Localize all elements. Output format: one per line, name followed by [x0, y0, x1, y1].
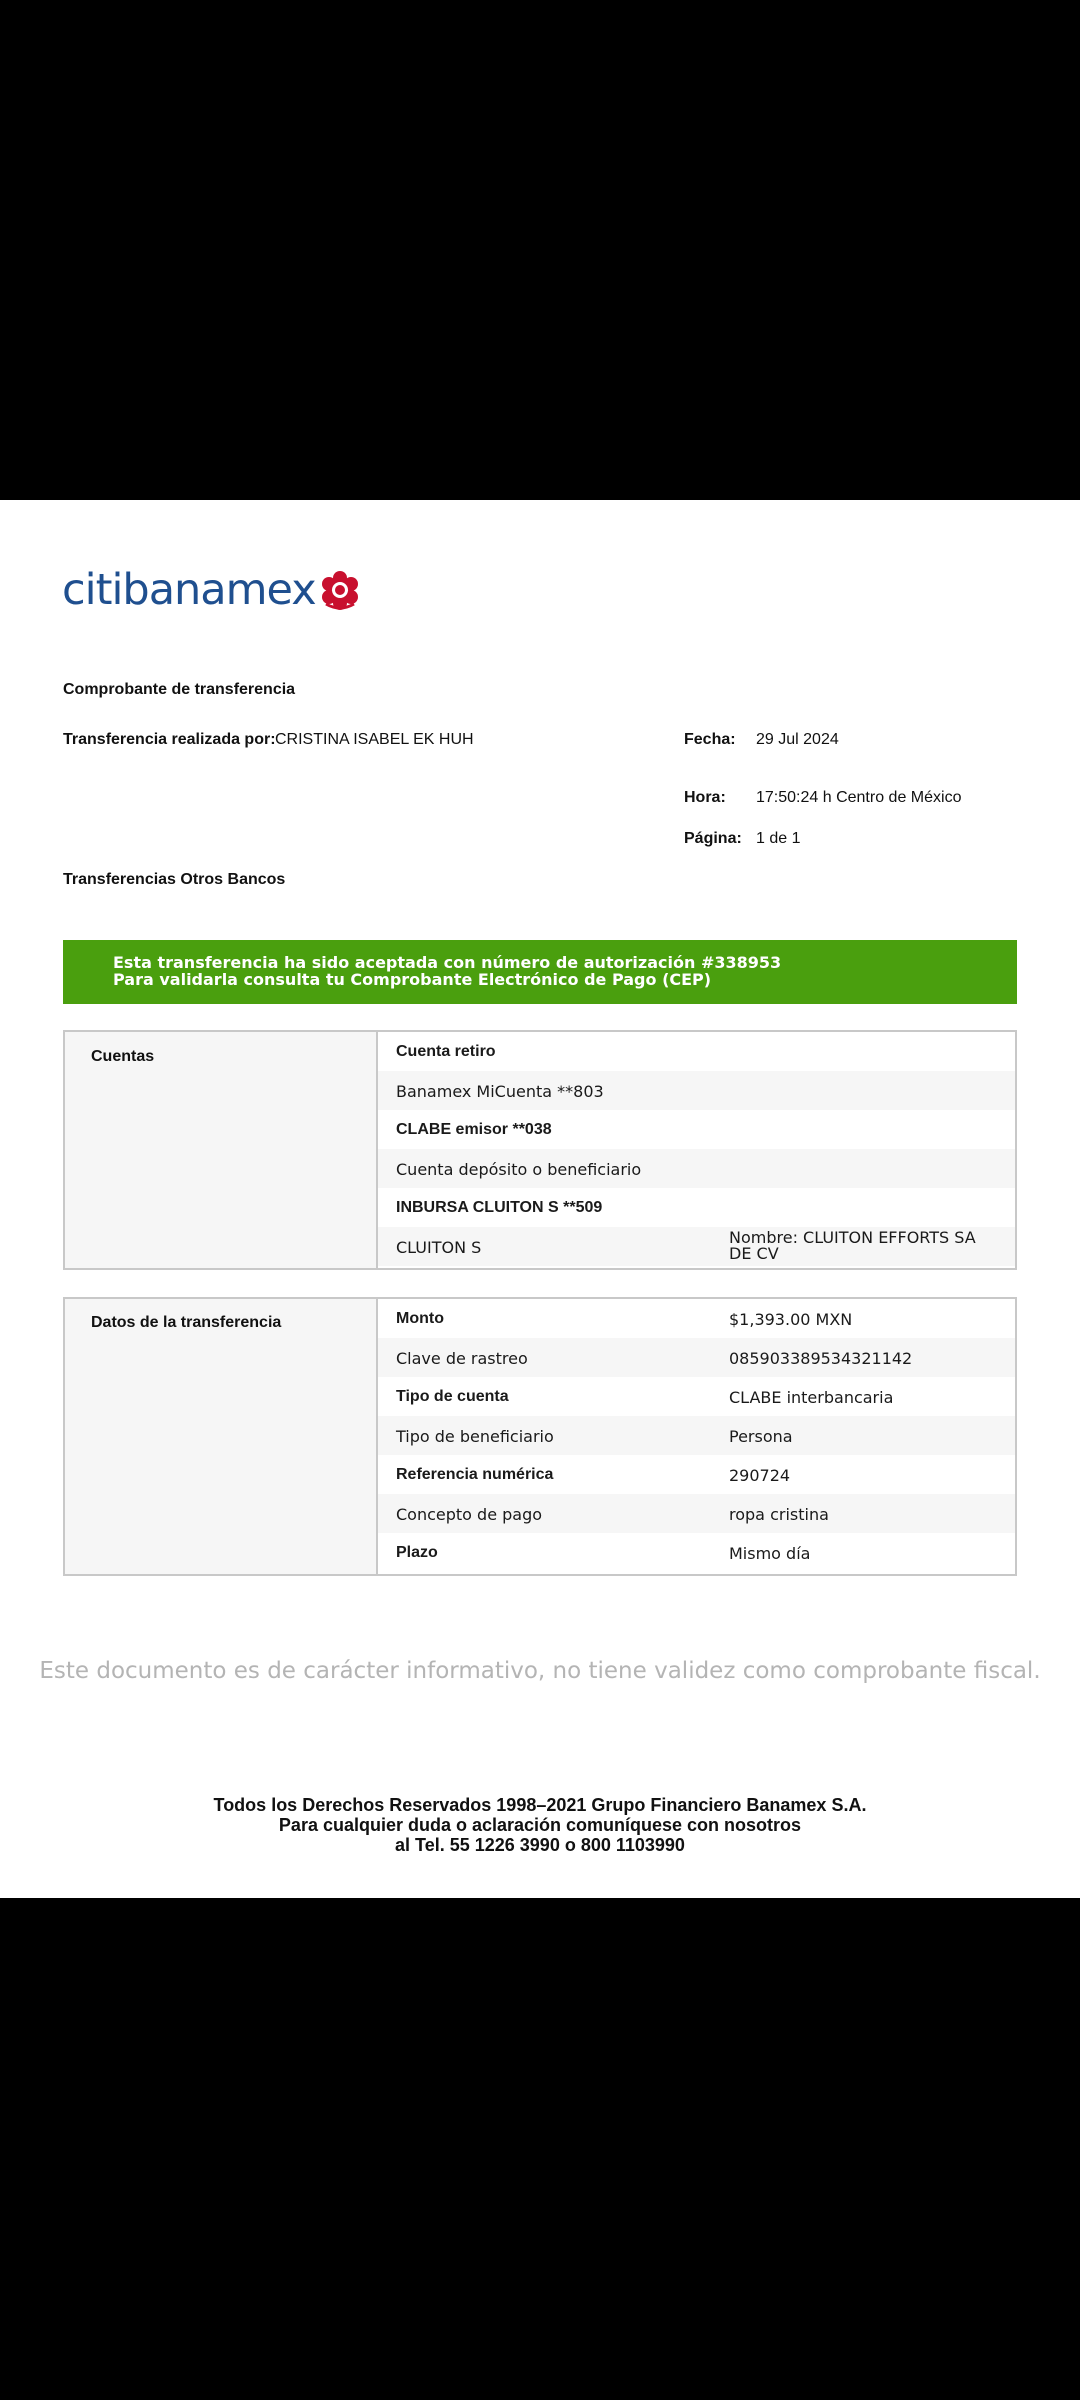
cell-value: Mismo día: [729, 1544, 811, 1563]
footer-line-1: Todos los Derechos Reservados 1998–2021 Grupo Financiero Banamex S.A.: [213, 1795, 867, 1815]
footer: [0, 1795, 1080, 1855]
datos-title: Datos de la transferencia: [91, 1314, 282, 1331]
made-by-value: CRISTINA ISABEL EK HUH: [275, 731, 474, 748]
cell-label: Concepto de pago: [396, 1505, 543, 1524]
table-row: [378, 1299, 1015, 1338]
citibanamex-logo: [62, 560, 360, 620]
cell-value: ropa cristina: [729, 1505, 829, 1524]
cell-label: CLUITON S: [396, 1238, 482, 1257]
table-row: [378, 1533, 1015, 1572]
cuentas-box: [63, 1030, 1017, 1270]
cell-label: Tipo de beneficiario: [396, 1427, 554, 1446]
table-row: [378, 1227, 1015, 1266]
cell-label: Clave de rastreo: [396, 1349, 528, 1368]
table-row: [378, 1494, 1015, 1533]
banamex-flower-icon: [320, 570, 360, 610]
table-row: [378, 1455, 1015, 1494]
transfer-receipt: [0, 500, 1080, 1898]
cell-label: CLABE emisor **038: [396, 1121, 552, 1138]
cuentas-title: Cuentas: [91, 1048, 155, 1065]
cell-label: Cuenta retiro: [396, 1043, 496, 1060]
section-title: Transferencias Otros Bancos: [63, 871, 286, 888]
table-row: [378, 1149, 1015, 1188]
hora-value: 17:50:24 h Centro de México: [756, 789, 962, 806]
made-by-label: Transferencia realizada por:: [63, 731, 276, 748]
logo-text-citi: citi: [62, 565, 123, 615]
cuentas-rows: [378, 1032, 1015, 1266]
cell-label: INBURSA CLUITON S **509: [396, 1199, 603, 1216]
table-row: [378, 1338, 1015, 1377]
cell-label: Banamex MiCuenta **803: [396, 1082, 604, 1101]
cell-label: Plazo: [396, 1544, 438, 1561]
table-row: [378, 1071, 1015, 1110]
banner-line-2: Para validarla consulta tu Comprobante Electrónico de Pago (CEP): [113, 970, 712, 989]
cell-label: Referencia numérica: [396, 1466, 554, 1483]
table-row: [378, 1416, 1015, 1455]
table-row: [378, 1377, 1015, 1416]
datos-box: [63, 1297, 1017, 1576]
cell-label: Cuenta depósito o beneficiario: [396, 1160, 642, 1179]
fecha-label: Fecha:: [684, 731, 736, 748]
cell-label: Tipo de cuenta: [396, 1388, 509, 1405]
fecha-value: 29 Jul 2024: [756, 731, 839, 748]
hora-label: Hora:: [684, 789, 726, 806]
table-row: [378, 1110, 1015, 1149]
cell-value: 290724: [729, 1466, 791, 1485]
table-row: [378, 1188, 1015, 1227]
footer-line-2: Para cualquier duda o aclaración comuníquese con nosotros: [278, 1815, 802, 1835]
cell-value: Persona: [729, 1427, 793, 1446]
cell-value: Nombre: CLUITON EFFORTS SA DE CV: [729, 1228, 976, 1263]
pagina-label: Página:: [684, 830, 742, 847]
cell-value: 085903389534321142: [729, 1349, 913, 1368]
table-row: [378, 1032, 1015, 1071]
fiscal-disclaimer: Este documento es de carácter informativo, no tiene validez como comprobante fiscal.: [39, 1658, 1041, 1684]
document-title: Comprobante de transferencia: [63, 681, 296, 698]
pagina-value: 1 de 1: [756, 830, 801, 847]
cell-value: CLABE interbancaria: [729, 1388, 894, 1407]
cell-label: Monto: [396, 1310, 444, 1327]
logo-text-banamex: banamex: [122, 565, 316, 615]
authorization-banner: [63, 940, 1017, 1004]
footer-line-3: al Tel. 55 1226 3990 o 800 1103990: [395, 1835, 685, 1855]
banner-line-1: Esta transferencia ha sido aceptada con número de autorización #338953: [113, 953, 782, 972]
cell-value: $1,393.00 MXN: [729, 1310, 853, 1329]
datos-rows: [378, 1299, 1015, 1572]
